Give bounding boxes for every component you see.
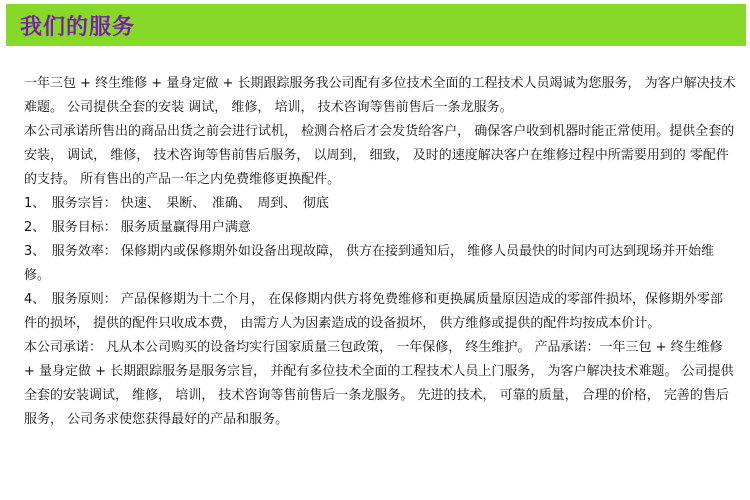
service-purpose-item: 1、 服务宗旨： 快速、 果断、 准确、 周到、 彻底 <box>24 196 329 211</box>
service-principle-item: 4、 服务原则： 产品保修期为十二个月， 在保修期内供方将免费维修和更换属质量原因造成的零部件损坏，保修期外零部件的损坏， 提供的配件只收成本费， 由需方人为因素造成的设备损坏， 供方维修或提供的配件均按成本价计。 <box>24 292 724 331</box>
service-efficiency-item: 3、 服务效率： 保修期内或保修期外如设备出现故障， 供方在接到通知后， 维修人员最快的时间内可达到现场并开始维修。 <box>24 244 715 283</box>
company-promise-paragraph: 本公司承诺： 凡从本公司购买的设备均实行国家质量三包政策， 一年保修， 终生维护。 产品承诺：一年三包 + 终生维修 + 量身定做 + 长期跟踪服务是服务宗旨， 并配有多位技术全面的工程技术人员上门服务， 为客户解决技术难题。 公司提供全套的安装调试， 维修， 培训， 技术咨询等售前售后一条龙服务。 先进的技术， 可靠的质量， 合理的价格， 完善的售后服务， 公司务求使您获得最好的产品和服务。 <box>24 340 734 427</box>
service-goal-item: 2、 服务目标： 服务质量赢得用户满意 <box>24 220 251 235</box>
service-description <box>24 72 736 432</box>
commitment-paragraph: 本公司承诺所售出的商品出货之前会进行试机， 检测合格后才会发货给客户， 确保客户收到机器时能正常使用。提供全套的安装， 调试， 维修， 技术咨询等售前售后服务， 以周到， 细致， 及时的速度解决客户在维修过程中所需要用到的 零配件的支持。 所有售出的产品一年之内免费维修更换配件。 <box>24 124 735 187</box>
intro-paragraph: 一年三包 + 终生维修 + 量身定做 + 长期跟踪服务我公司配有多位技术全面的工程技术人员竭诚为您服务， 为客户解决技术难题。 公司提供全套的安装 调试， 维修， 培训， 技术咨询等售前售后一条龙服务。 <box>24 76 736 115</box>
page-title: 我们的服务 <box>20 14 136 40</box>
section-header-bar <box>6 4 746 46</box>
